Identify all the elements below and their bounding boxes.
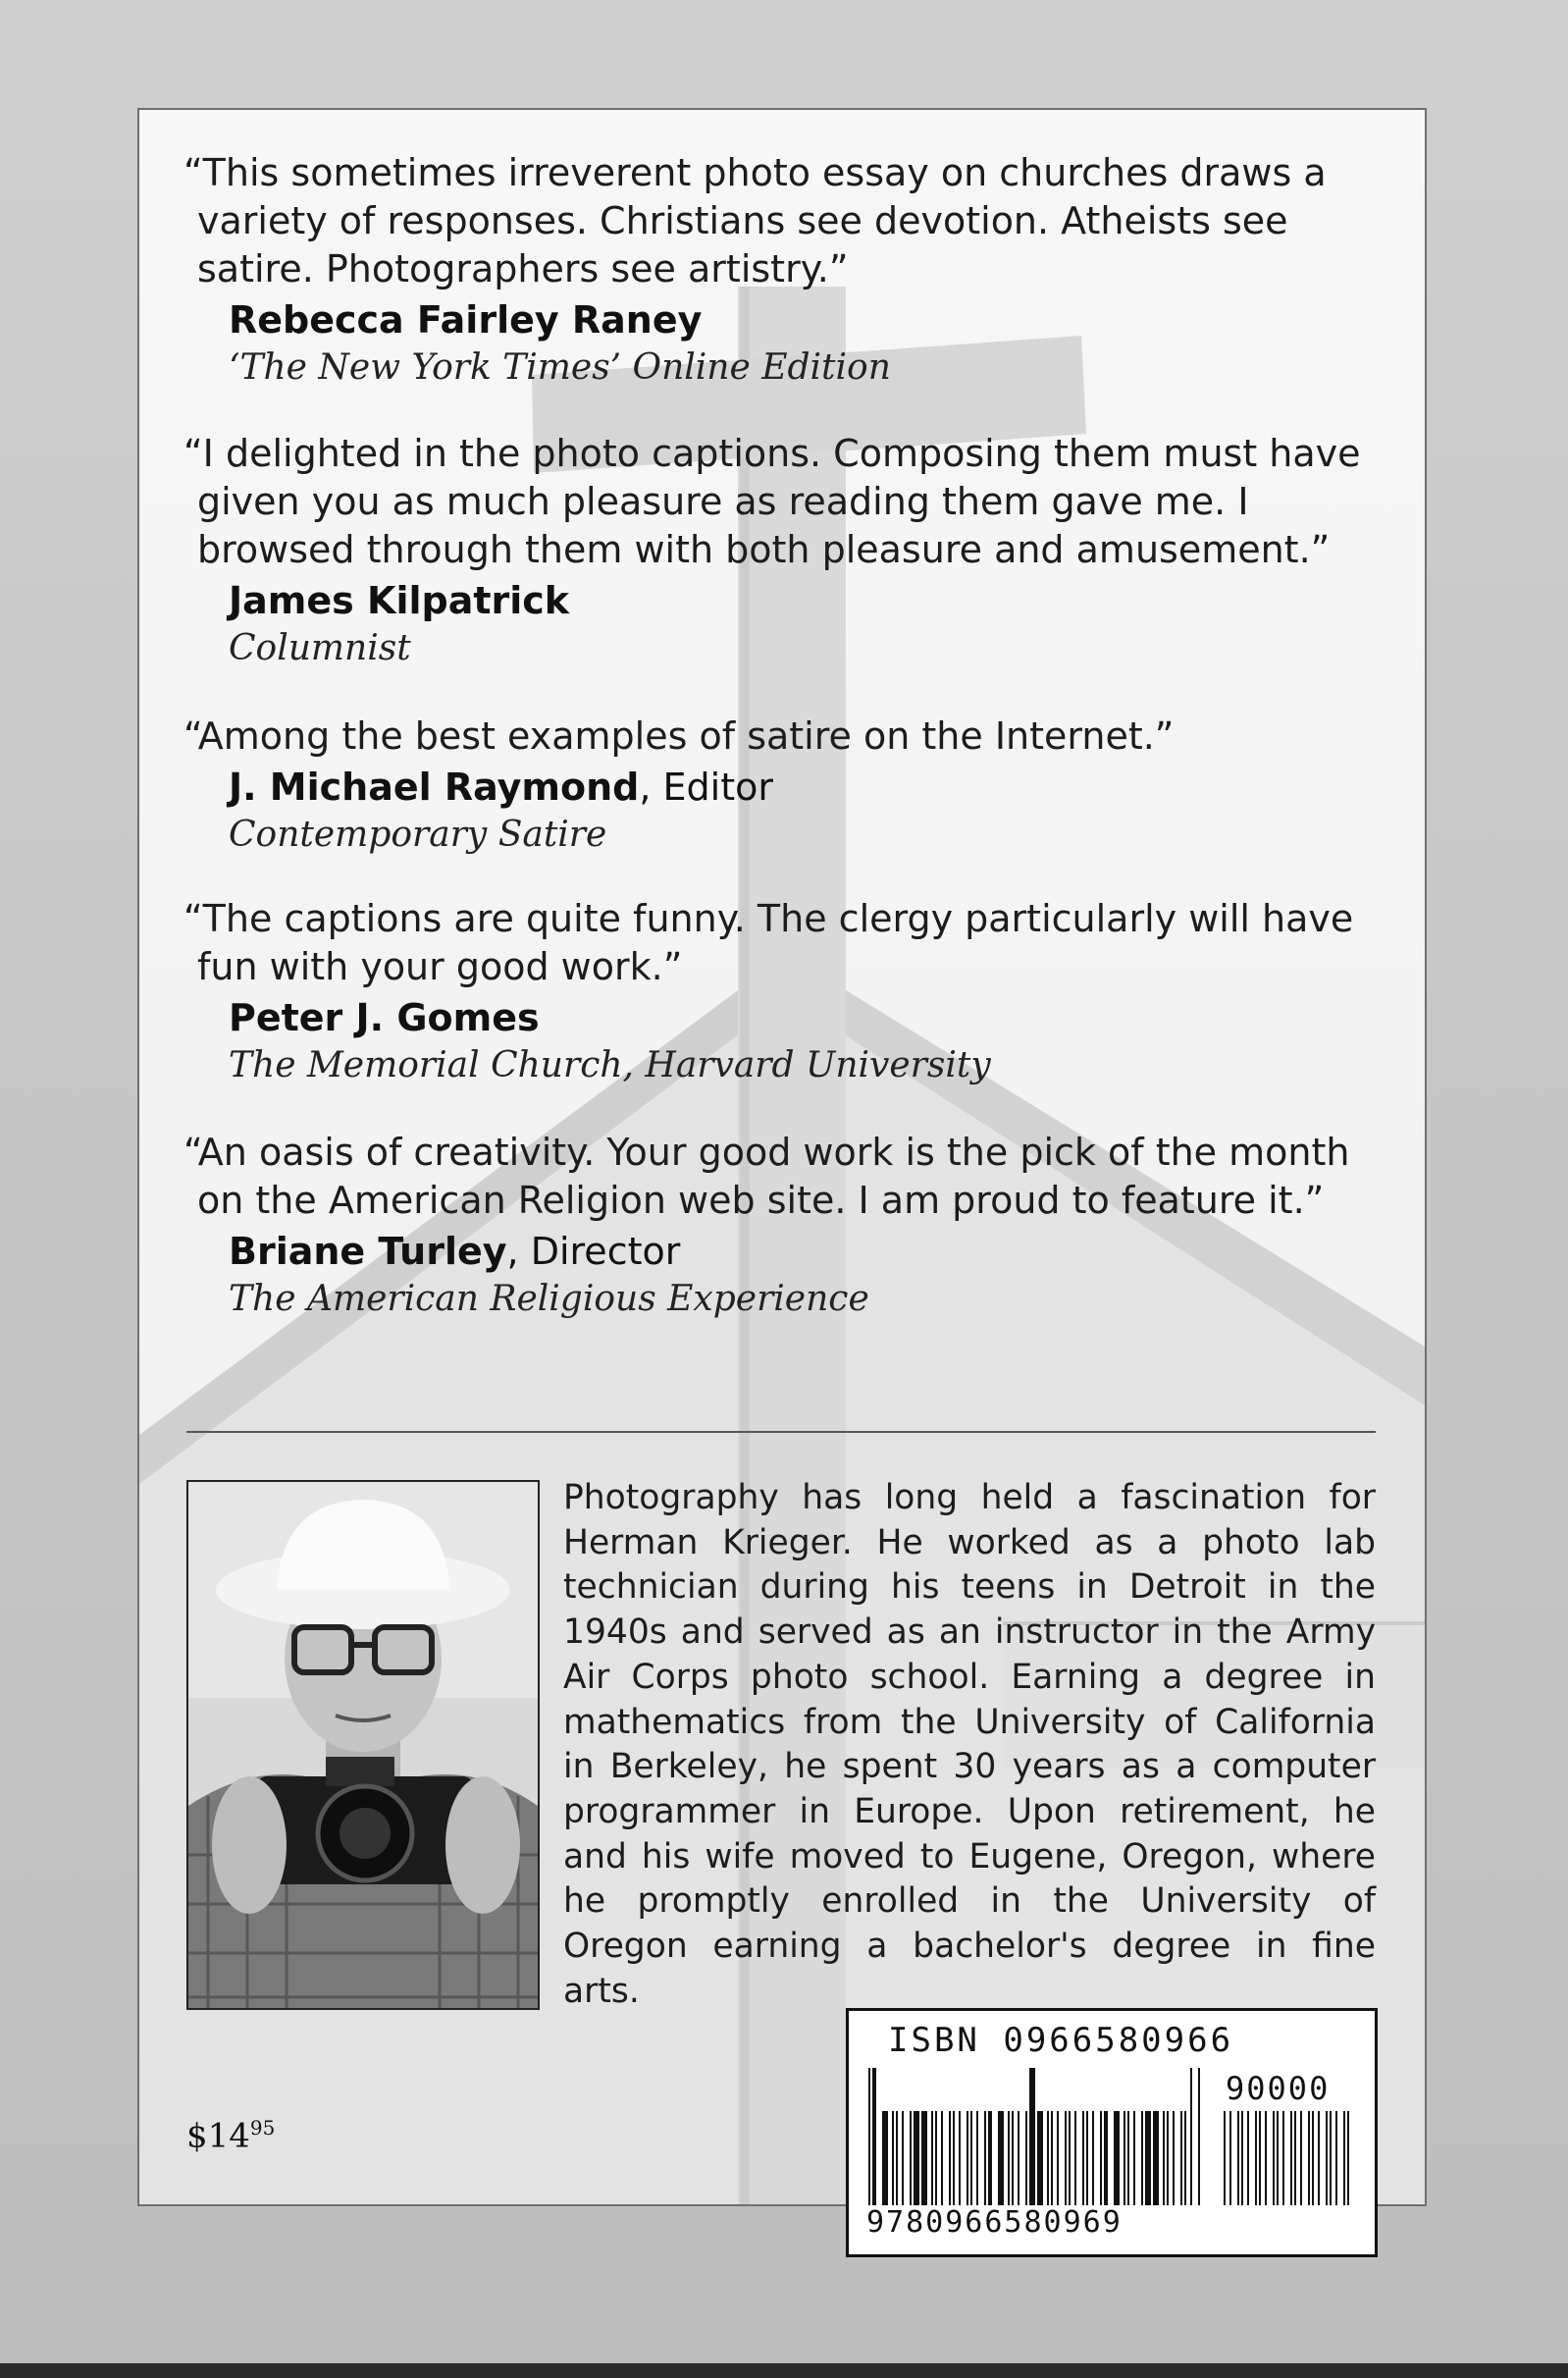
barcode-bar	[1229, 2111, 1231, 2205]
barcode-bar	[1163, 2111, 1165, 2205]
barcode-bar	[967, 2111, 968, 2205]
quote-source: The American Religious Experience	[229, 1279, 869, 1319]
barcode-bar	[953, 2111, 955, 2205]
barcode-bar	[1318, 2111, 1320, 2205]
quote-source: Contemporary Satire	[229, 815, 607, 855]
barcode-bar	[1224, 2111, 1226, 2205]
barcode-bar	[1335, 2111, 1337, 2205]
barcode-bar	[949, 2111, 951, 2205]
section-divider	[186, 1431, 1376, 1433]
barcode-bar	[1141, 2111, 1143, 2205]
quote-text: “This sometimes irreverent photo essay on churches draws a variety of responses. Christians see devotion. Atheists see satire. Photographers see artistry.”	[183, 151, 1327, 291]
barcode-bar	[1198, 2068, 1200, 2205]
barcode-bar	[1074, 2111, 1076, 2205]
barcode-bar	[1173, 2111, 1175, 2205]
barcode-bar	[1082, 2111, 1084, 2205]
testimonial-4	[183, 895, 1400, 1090]
barcode-bar	[910, 2111, 912, 2205]
barcode-bar	[1312, 2111, 1314, 2205]
barcode-bar	[1300, 2111, 1302, 2205]
quote-author: Briane Turley, Director	[229, 1230, 681, 1273]
cover-panel	[137, 108, 1427, 2206]
testimonial-1	[183, 149, 1400, 393]
barcode-bar	[1330, 2111, 1332, 2205]
barcode-bar	[1065, 2111, 1067, 2205]
barcode-bar	[1124, 2111, 1125, 2205]
quote-author: James Kilpatrick	[229, 579, 570, 622]
barcode-bar	[868, 2068, 870, 2205]
isbn-barcode	[846, 2008, 1378, 2257]
barcode-bar	[984, 2111, 986, 2205]
barcode-bar	[872, 2068, 876, 2205]
barcode-bar	[1100, 2111, 1102, 2205]
quote-author: Rebecca Fairley Raney	[229, 298, 703, 342]
barcode-bar	[1277, 2111, 1279, 2205]
barcode-bar	[1025, 2111, 1027, 2205]
barcode-bar	[1308, 2111, 1310, 2205]
testimonial-3	[183, 713, 1400, 860]
barcode-bar	[1069, 2111, 1071, 2205]
barcode-bar	[1237, 2111, 1239, 2205]
barcode-bar	[1018, 2111, 1019, 2205]
barcode-bar	[1190, 2068, 1192, 2205]
barcode-bar	[1273, 2111, 1275, 2205]
barcode-bar	[970, 2111, 972, 2205]
author-bio: Photography has long held a fascination for Herman Krieger. He worked as a photo lab technician during his teens in Detroit in the 1940s and served as an instructor in the Army Air Corps photo school. Earning a degree in mathematics from the University of California in Berkeley, he spent 30 years as a computer programmer in Europe. Upon retirement, he and his wife moved to Eugene, Oregon, where he promptly enrolled in the University of Oregon earning a bachelor's degree in fine arts.	[563, 1478, 1376, 2011]
barcode-bar	[1347, 2111, 1349, 2205]
quote-source: Columnist	[229, 628, 411, 668]
barcode-bar	[1114, 2111, 1120, 2205]
barcode-bars	[862, 2068, 1363, 2205]
barcode-bar	[1343, 2111, 1345, 2205]
barcode-bar	[882, 2111, 888, 2205]
barcode-bar	[1133, 2111, 1135, 2205]
price-label: $\$14^{95}$	[186, 2116, 276, 2156]
barcode-bar	[959, 2111, 961, 2205]
price-addon-number: 90000	[1226, 2070, 1331, 2107]
barcode-bar	[896, 2111, 898, 2205]
barcode-bar	[892, 2111, 894, 2205]
barcode-bar	[1104, 2111, 1108, 2205]
quote-text: “I delighted in the photo captions. Composing them must have given you as much pleasure as reading them gave me. I browsed through them with both pleasure and amusement.”	[183, 432, 1361, 571]
barcode-bar	[935, 2111, 937, 2205]
barcode-bar	[1259, 2111, 1261, 2205]
barcode-bar	[1326, 2111, 1328, 2205]
barcode-bar	[1029, 2068, 1035, 2205]
barcode-bar	[1057, 2111, 1059, 2205]
quote-text: “The captions are quite funny. The clergy particularly will have fun with your good work.”	[183, 897, 1354, 988]
barcode-bar	[1265, 2111, 1267, 2205]
quote-text: “An oasis of creativity. Your good work is the pick of the month on the American Religion web site. I am proud to feature it.”	[183, 1131, 1350, 1222]
quote-author: Peter J. Gomes	[229, 996, 540, 1039]
barcode-bar	[1290, 2111, 1292, 2205]
barcode-bar	[1047, 2111, 1049, 2205]
scan-edge	[0, 2363, 1568, 2378]
barcode-bar	[1180, 2111, 1182, 2205]
barcode-bar	[988, 2111, 992, 2205]
barcode-bar	[1184, 2111, 1186, 2205]
barcode-bar	[1037, 2111, 1043, 2205]
barcode-bar	[931, 2111, 933, 2205]
barcode-bar	[941, 2111, 943, 2205]
barcode-bar	[1255, 2111, 1257, 2205]
barcode-bar	[976, 2111, 978, 2205]
quote-text: “Among the best examples of satire on the Internet.”	[183, 714, 1175, 758]
barcode-bar	[1247, 2111, 1249, 2205]
barcode-bar	[1294, 2111, 1296, 2205]
barcode-bar	[1127, 2111, 1129, 2205]
barcode-bar	[1008, 2111, 1010, 2205]
barcode-bar	[1092, 2111, 1094, 2205]
author-portrait-photo	[186, 1480, 540, 2010]
barcode-bar	[998, 2111, 1004, 2205]
barcode-bar	[921, 2111, 927, 2205]
barcode-bar	[902, 2111, 904, 2205]
barcode-bar	[1167, 2111, 1169, 2205]
barcode-bar	[1051, 2111, 1053, 2205]
barcode-bar	[1086, 2111, 1088, 2205]
quote-source: ‘The New York Times’ Online Edition	[229, 347, 891, 388]
testimonial-2	[183, 430, 1400, 673]
ean-number: 9780966580969	[866, 2205, 1123, 2240]
barcode-bar	[1153, 2111, 1159, 2205]
barcode-bar	[1282, 2111, 1284, 2205]
barcode-bar	[1145, 2111, 1151, 2205]
quote-source: The Memorial Church, Harvard University	[229, 1045, 991, 1085]
isbn-number: ISBN 0966580966	[888, 2021, 1234, 2060]
barcode-bar	[1241, 2111, 1243, 2205]
quote-author: J. Michael Raymond, Editor	[229, 766, 773, 809]
testimonial-5	[183, 1129, 1400, 1324]
barcode-bar	[914, 2111, 919, 2205]
barcode-bar	[1012, 2111, 1014, 2205]
